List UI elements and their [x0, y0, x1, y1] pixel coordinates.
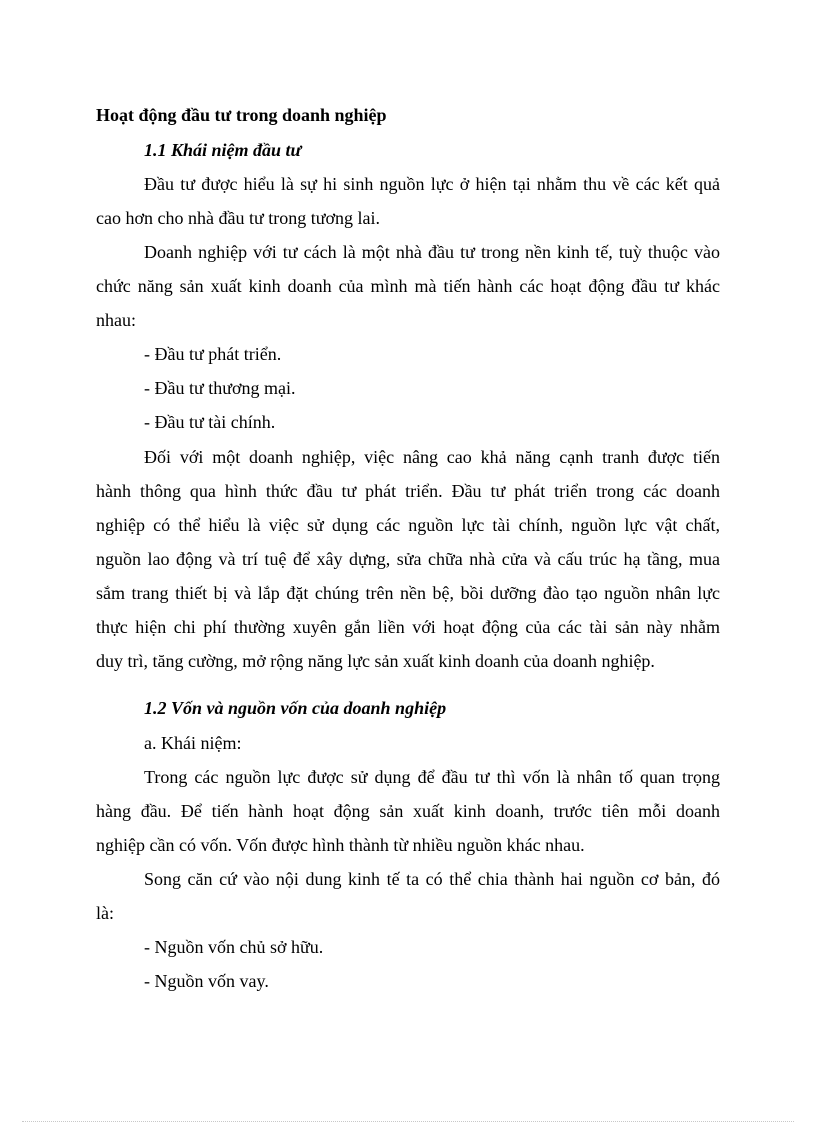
paragraph-line: cao hơn cho nhà đầu tư trong tương lai.	[96, 208, 380, 228]
list-item: - Đầu tư thương mại.	[144, 378, 296, 398]
list-item: - Nguồn vốn chủ sở hữu.	[144, 937, 324, 957]
paragraph-line: là:	[96, 903, 114, 923]
page-bottom-rule	[22, 1121, 794, 1122]
paragraph-line: Song căn cứ vào nội dung kinh tế ta có thể chia thành hai nguồn cơ bản, đó	[144, 869, 720, 889]
section-heading-1-1: 1.1 Khái niệm đầu tư	[144, 140, 302, 160]
paragraph-line: Trong các nguồn lực được sử dụng để đầu tư thì vốn là nhân tố quan trọng	[144, 767, 720, 787]
list-item: - Đầu tư tài chính.	[144, 412, 276, 432]
paragraph-line: nghiệp có thể hiểu là việc sử dụng các nguồn lực tài chính, nguồn lực vật chất,	[96, 515, 720, 535]
paragraph-line: nhau:	[96, 310, 136, 330]
list-item: - Nguồn vốn vay.	[144, 971, 269, 991]
paragraph-line: Đối với một doanh nghiệp, việc nâng cao khả năng cạnh tranh được tiến	[144, 447, 720, 467]
paragraph-line: nghiệp cần có vốn. Vốn được hình thành từ nhiều nguồn khác nhau.	[96, 835, 585, 855]
paragraph-line: Đầu tư được hiểu là sự hi sinh nguồn lực ở hiện tại nhằm thu về các kết quả	[144, 174, 720, 194]
paragraph-line: hành thông qua hình thức đầu tư phát triển. Đầu tư phát triển trong các doanh	[96, 481, 720, 501]
document-title: Hoạt động đầu tư trong doanh nghiệp	[96, 105, 387, 125]
list-item: - Đầu tư phát triển.	[144, 344, 282, 364]
paragraph-line: hàng đầu. Để tiến hành hoạt động sản xuất kinh doanh, trước tiên mỗi doanh	[96, 801, 720, 821]
paragraph-line: nguồn lao động và trí tuệ để xây dựng, sửa chữa nhà cửa và cấu trúc hạ tầng, mua	[96, 549, 720, 569]
paragraph-line: duy trì, tăng cường, mở rộng năng lực sản xuất kinh doanh của doanh nghiệp.	[96, 651, 655, 671]
paragraph-line: sắm trang thiết bị và lắp đặt chúng trên nền bệ, bồi dưỡng đào tạo nguồn nhân lực	[96, 583, 720, 603]
paragraph-line: thực hiện chi phí thường xuyên gắn liền với hoạt động của các tài sản này nhằm	[96, 617, 720, 637]
section-heading-1-2: 1.2 Vốn và nguồn vốn của doanh nghiệp	[144, 698, 447, 718]
subsection-label: a. Khái niệm:	[144, 733, 242, 753]
paragraph-line: Doanh nghiệp với tư cách là một nhà đầu tư trong nền kinh tế, tuỳ thuộc vào	[144, 242, 720, 262]
paragraph-line: chức năng sản xuất kinh doanh của mình mà tiến hành các hoạt động đầu tư khác	[96, 276, 720, 296]
